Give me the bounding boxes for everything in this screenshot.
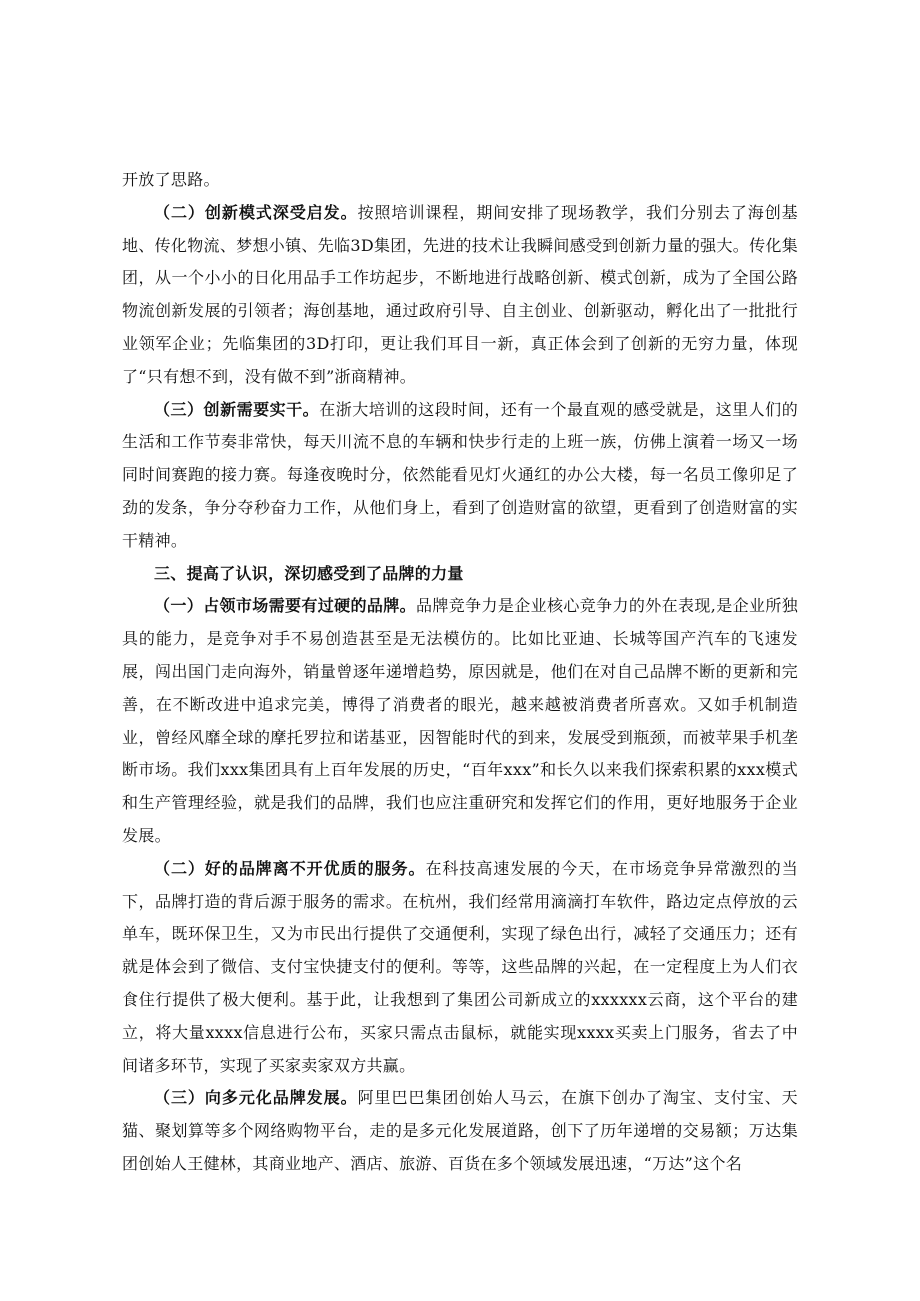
paragraph-lead: （二）创新模式深受启发。: [154, 202, 358, 222]
paragraph-innovation-hard-work: [122, 394, 798, 558]
document-body: [122, 164, 798, 1181]
paragraph-text: 品牌竞争力是企业核心竞争力的外在表现,是企业所独具的能力，是竞争对手不易创造甚至是无法模仿的。比如比亚迪、长城等国产汽车的飞速发展，闯出国门走向海外，销量曾逐年递增趋势，原因就是，他们在对自己品牌不断的更新和完善，在不断改进中追求完美，博得了消费者的眼光，越来越被消费者所喜欢。又如手机制造业，曾经风靡全球的摩托罗拉和诺基亚，因智能时代的到来，发展受到瓶颈，而被苹果手机垄断市场。我们xxx集团具有上百年发展的历史，“百年xxx”和长久以来我们探索积累的xxx模式和生产管理经验，就是我们的品牌，我们也应注重研究和发挥它们的作用，更好地服务于企业发展。: [122, 596, 798, 845]
paragraph-text: 阿里巴巴集团创始人马云，在旗下创办了淘宝、支付宝、天猫、聚划算等多个网络购物平台，走的是多元化发展道路，创下了历年递增的交易额；万达集团创始人王健林，其商业地产、酒店、旅游、百货在多个领域发展迅速，“万达”这个名: [122, 1088, 798, 1173]
paragraph-text: 在科技高速发展的今天，在市场竞争异常激烈的当下，品牌打造的背后源于服务的需求。在杭州，我们经常用滴滴打车软件，路边定点停放的云单车，既环保卫生，又为市民出行提供了交通便利，实现了绿色出行，减轻了交通压力；还有就是体会到了微信、支付宝快捷支付的便利。等等，这些品牌的兴起，在一定程度上为人们衣食住行提供了极大便利。基于此，让我想到了集团公司新成立的xxxxxx云商，这个平台的建立，将大量xxxx信息进行公布，买家只需点击鼠标，就能实现xxxx买卖上门服务，省去了中间诸多环节，实现了买家卖家双方共赢。: [122, 858, 798, 1075]
paragraph-brand-diversification: [122, 1082, 798, 1180]
paragraph-text: 开放了思路。: [122, 170, 220, 189]
paragraph-text: 在浙大培训的这段时间，还有一个最直观的感受就是，这里人们的生活和工作节奏非常快，每天川流不息的车辆和快步行走的上班一族，仿佛上演着一场又一场同时间赛跑的接力赛。每逢夜晚时分，依然能看见灯火通红的办公大楼，每一名员工像卯足了劲的发条，争分夺秒奋力工作，从他们身上，看到了创造财富的欲望，更看到了创造财富的实干精神。: [122, 399, 798, 550]
paragraph-brand-market: [122, 590, 798, 852]
paragraph-text: 按照培训课程，期间安排了现场教学，我们分别去了海创基地、传化物流、梦想小镇、先临3D集团，先进的技术让我瞬间感受到创新力量的强大。传化集团，从一个小小的日化用品手工作坊起步，不断地进行战略创新、模式创新，成为了全国公路物流创新发展的引领者；海创基地，通过政府引导、自主创业、创新驱动，孵化出了一批批行业领军企业；先临集团的3D打印，更让我们耳目一新，真正体会到了创新的无穷力量，体现了“只有想不到，没有做不到”浙商精神。: [122, 202, 798, 386]
paragraph-lead: （三）创新需要实干。: [154, 399, 320, 419]
paragraph-continuation: [122, 164, 798, 197]
paragraph-lead: （一）占领市场需要有过硬的品牌。: [154, 596, 416, 616]
paragraph-lead: （二）好的品牌离不开优质的服务。: [154, 858, 426, 878]
section-heading-brand: 三、提高了认识，深切感受到了品牌的力量: [154, 563, 464, 583]
paragraph-brand-service: [122, 853, 798, 1083]
paragraph-innovation-models: [122, 197, 798, 394]
paragraph-lead: （三）向多元化品牌发展。: [154, 1088, 358, 1108]
